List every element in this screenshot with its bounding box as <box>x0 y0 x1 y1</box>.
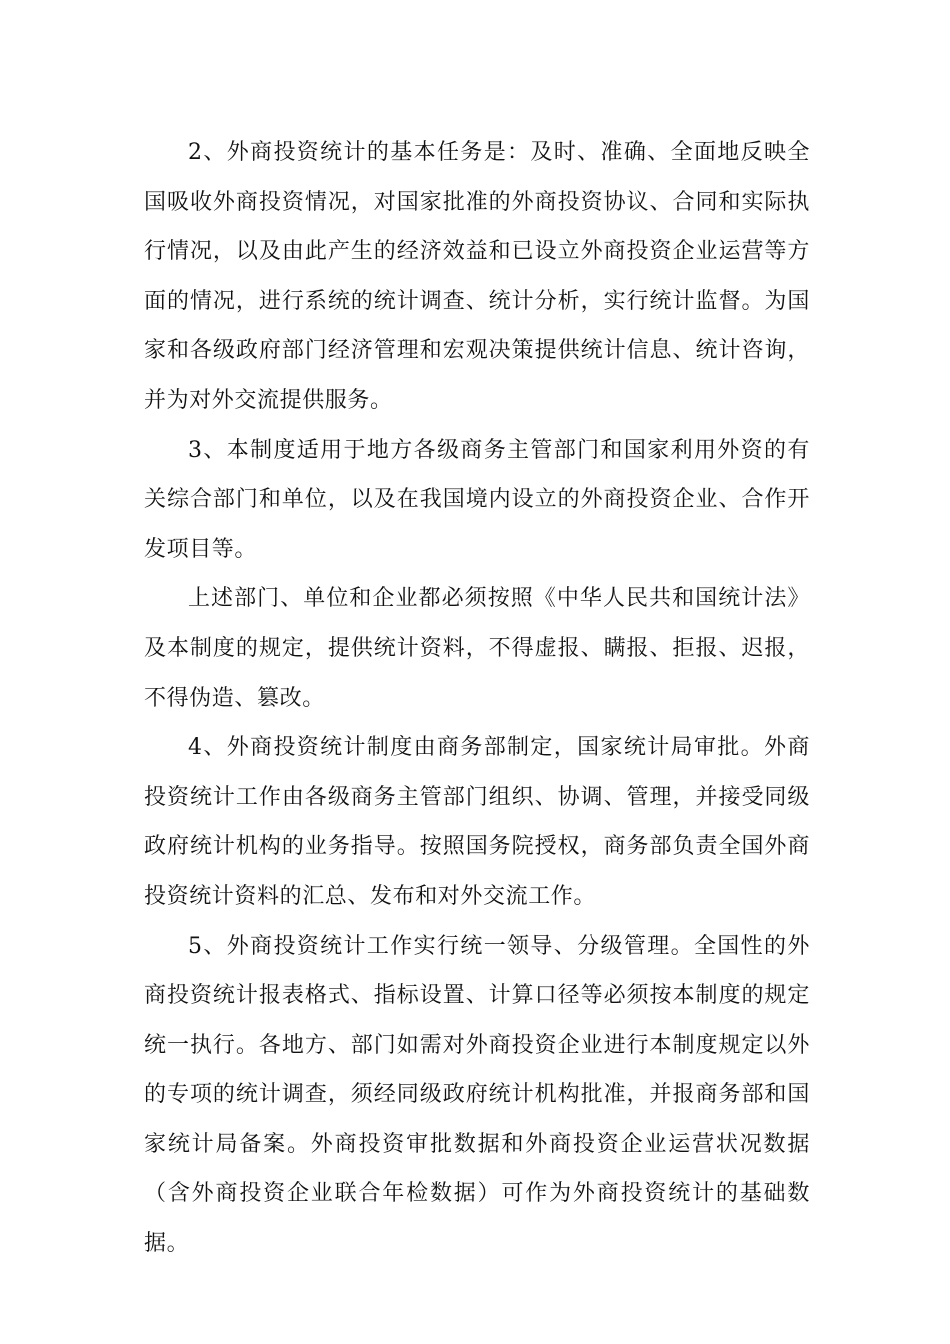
paragraph-item-4: 4、外商投资统计制度由商务部制定，国家统计局审批。外商投资统计工作由各级商务主管部门组织、协调、管理，并接受同级政府统计机构的业务指导。按照国务院授权，商务部负责全国外商投资统计资料的汇总、发布和对外交流工作。 <box>144 735 810 909</box>
paragraph-item-3: 3、本制度适用于地方各级商务主管部门和国家利用外资的有关综合部门和单位，以及在我国境内设立的外商投资企业、合作开发项目等。 <box>144 437 810 562</box>
paragraph-statistics-law: 上述部门、单位和企业都必须按照《中华人民共和国统计法》及本制度的规定，提供统计资料，不得虚报、瞒报、拒报、迟报，不得伪造、篡改。 <box>144 586 810 711</box>
paragraph-item-5: 5、外商投资统计工作实行统一领导、分级管理。全国性的外商投资统计报表格式、指标设置、计算口径等必须按本制度的规定统一执行。各地方、部门如需对外商投资企业进行本制度规定以外的专项的统计调查，须经同级政府统计机构批准，并报商务部和国家统计局备案。外商投资审批数据和外商投资企业运营状况数据（含外商投资企业联合年检数据）可作为外商投资统计的基础数据。 <box>144 933 810 1257</box>
paragraph-item-2: 2、外商投资统计的基本任务是：及时、准确、全面地反映全国吸收外商投资情况，对国家批准的外商投资协议、合同和实际执行情况，以及由此产生的经济效益和已设立外商投资企业运营等方面的情况，进行系统的统计调查、统计分析，实行统计监督。为国家和各级政府部门经济管理和宏观决策提供统计信息、统计咨询，并为对外交流提供服务。 <box>144 140 810 413</box>
document-body <box>144 128 810 1269</box>
